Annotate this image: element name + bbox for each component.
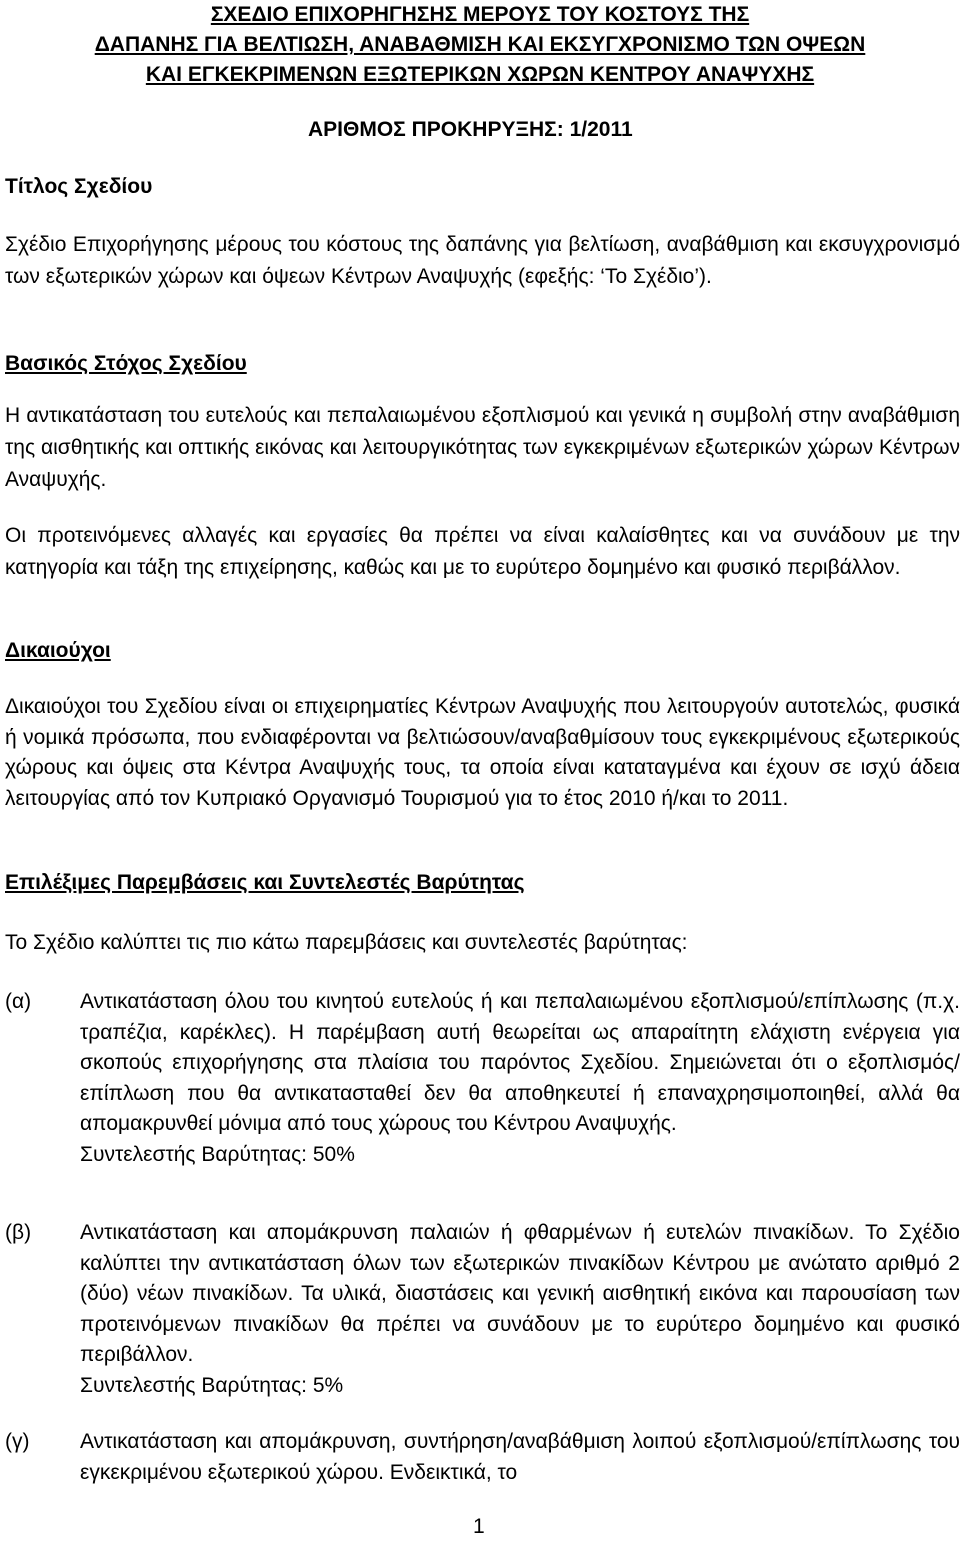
objective-paragraph-1: Η αντικατάσταση του ευτελούς και πεπαλαιωμένου εξοπλισμού και γενικά η συμβολή στην αναβάθμιση της αισθητικής και οπτικής εικόνας και λειτουργικότητας των εγκεκριμένων εξωτερικών χώρων Κέντρων Αναψυχής. (5, 404, 960, 491)
eligible-interventions-heading: Επιλέξιμες Παρεμβάσεις και Συντελεστές Βαρύτητας (5, 871, 525, 894)
page-number: 1 (473, 1515, 485, 1538)
intervention-body (80, 1218, 960, 1402)
objective-heading: Βασικός Στόχος Σχεδίου (5, 352, 247, 375)
intervention-body (80, 987, 960, 1171)
intervention-weight: Συντελεστής Βαρύτητας: 5% (80, 1373, 344, 1397)
plan-title-label: Τίτλος Σχεδίου (5, 175, 153, 198)
document-title (0, 0, 960, 90)
eligible-intro: Το Σχέδιο καλύπτει τις πιο κάτω παρεμβάσεις και συντελεστές βαρύτητας: (5, 931, 688, 954)
intervention-text: Αντικατάσταση και απομάκρυνση παλαιών ή φθαρμένων ή ευτελών πινακίδων. Το Σχέδιο καλύπτει την αντικατάσταση όλων των εξωτερικών πινακίδων Κέντρου με ανώτατο αριθμό 2 (δύο) νέων πινακίδων. Τα υλικά, διαστάσεις και γενική αισθητική εικόνα και παρουσίαση των προτεινόμενων πινακίδων θα πρέπει να συνάδουν με το ευρύτερο δομημένο και φυσικό περιβάλλον. (80, 1221, 960, 1367)
intervention-label: (γ) (5, 1430, 30, 1453)
plan-title-text: Σχέδιο Επιχορήγησης μέρους του κόστους της δαπάνης για βελτίωση, αναβάθμιση και εκσυγχρονισμό των εξωτερικών χώρων και όψεων Κέντρων Αναψυχής (εφεξής: ‘Το Σχέδιο’). (5, 233, 960, 288)
intervention-label: (α) (5, 990, 32, 1013)
intervention-weight: Συντελεστής Βαρύτητας: 50% (80, 1142, 355, 1166)
intervention-label: (β) (5, 1221, 32, 1244)
document-title-line: ΔΑΠΑΝΗΣ ΓΙΑ ΒΕΛΤΙΩΣΗ, ΑΝΑΒΑΘΜΙΣΗ ΚΑΙ ΕΚΣΥΓΧΡΟΝΙΣΜΟ ΤΩΝ ΟΨΕΩΝ (94, 33, 866, 56)
beneficiaries-heading: Δικαιούχοι (5, 639, 111, 662)
document-title-line: ΚΑΙ ΕΓΚΕΚΡΙΜΕΝΩΝ ΕΞΩΤΕΡΙΚΩΝ ΧΩΡΩΝ ΚΕΝΤΡΟΥ ΑΝΑΨΥΧΗΣ (145, 63, 815, 86)
intervention-text: Αντικατάσταση όλου του κινητού ευτελούς ή και πεπαλαιωμένου εξοπλισμού/επίπλωσης (π.χ. τραπέζια, καρέκλες). Η παρέμβαση αυτή θεωρείται ως απαραίτητη ελάχιστη ενέργεια για σκοπούς επιχορήγησης στα πλαίσια του παρόντος Σχεδίου. Σημειώνεται ότι ο εξοπλισμός/επίπλωση που θα αντικατασταθεί δεν θα αποθηκευτεί ή επαναχρησιμοποιηθεί, αλλά θα απομακρυνθεί μόνιμα από τους χώρους του Κέντρου Αναψυχής. (80, 990, 960, 1136)
intervention-text: Αντικατάσταση και απομάκρυνση, συντήρηση/αναβάθμιση λοιπού εξοπλισμού/επίπλωσης του εγκεκριμένου εξωτερικού χώρου. Ενδεικτικά, το (80, 1430, 960, 1484)
announcement-number: ΑΡΙΘΜΟΣ ΠΡΟΚΗΡΥΞΗΣ: 1/2011 (308, 118, 633, 141)
objective-paragraph-2: Οι προτεινόμενες αλλαγές και εργασίες θα πρέπει να είναι καλαίσθητες και να συνάδουν με την κατηγορία και τάξη της επιχείρησης, καθώς και με το ευρύτερο δομημένο και φυσικό περιβάλλον. (5, 524, 960, 579)
beneficiaries-paragraph: Δικαιούχοι του Σχεδίου είναι οι επιχειρηματίες Κέντρων Αναψυχής που λειτουργούν αυτοτελώς, φυσικά ή νομικά πρόσωπα, που ενδιαφέρονται να βελτιώσουν/αναβαθμίσουν τους εγκεκριμένους εξωτερικούς χώρους και όψεις στα Κέντρα Αναψυχής τους, τα οποία είναι καταταγμένα και έχουν σε ισχύ άδεια λειτουργίας από τον Κυπριακό Οργανισμό Τουρισμού για το έτος 2010 ή/και το 2011. (5, 695, 960, 810)
document-title-line: ΣΧΕΔΙΟ ΕΠΙΧΟΡΗΓΗΣΗΣ ΜΕΡΟΥΣ ΤΟΥ ΚΟΣΤΟΥΣ ΤΗΣ (210, 3, 750, 26)
intervention-body (80, 1427, 960, 1488)
